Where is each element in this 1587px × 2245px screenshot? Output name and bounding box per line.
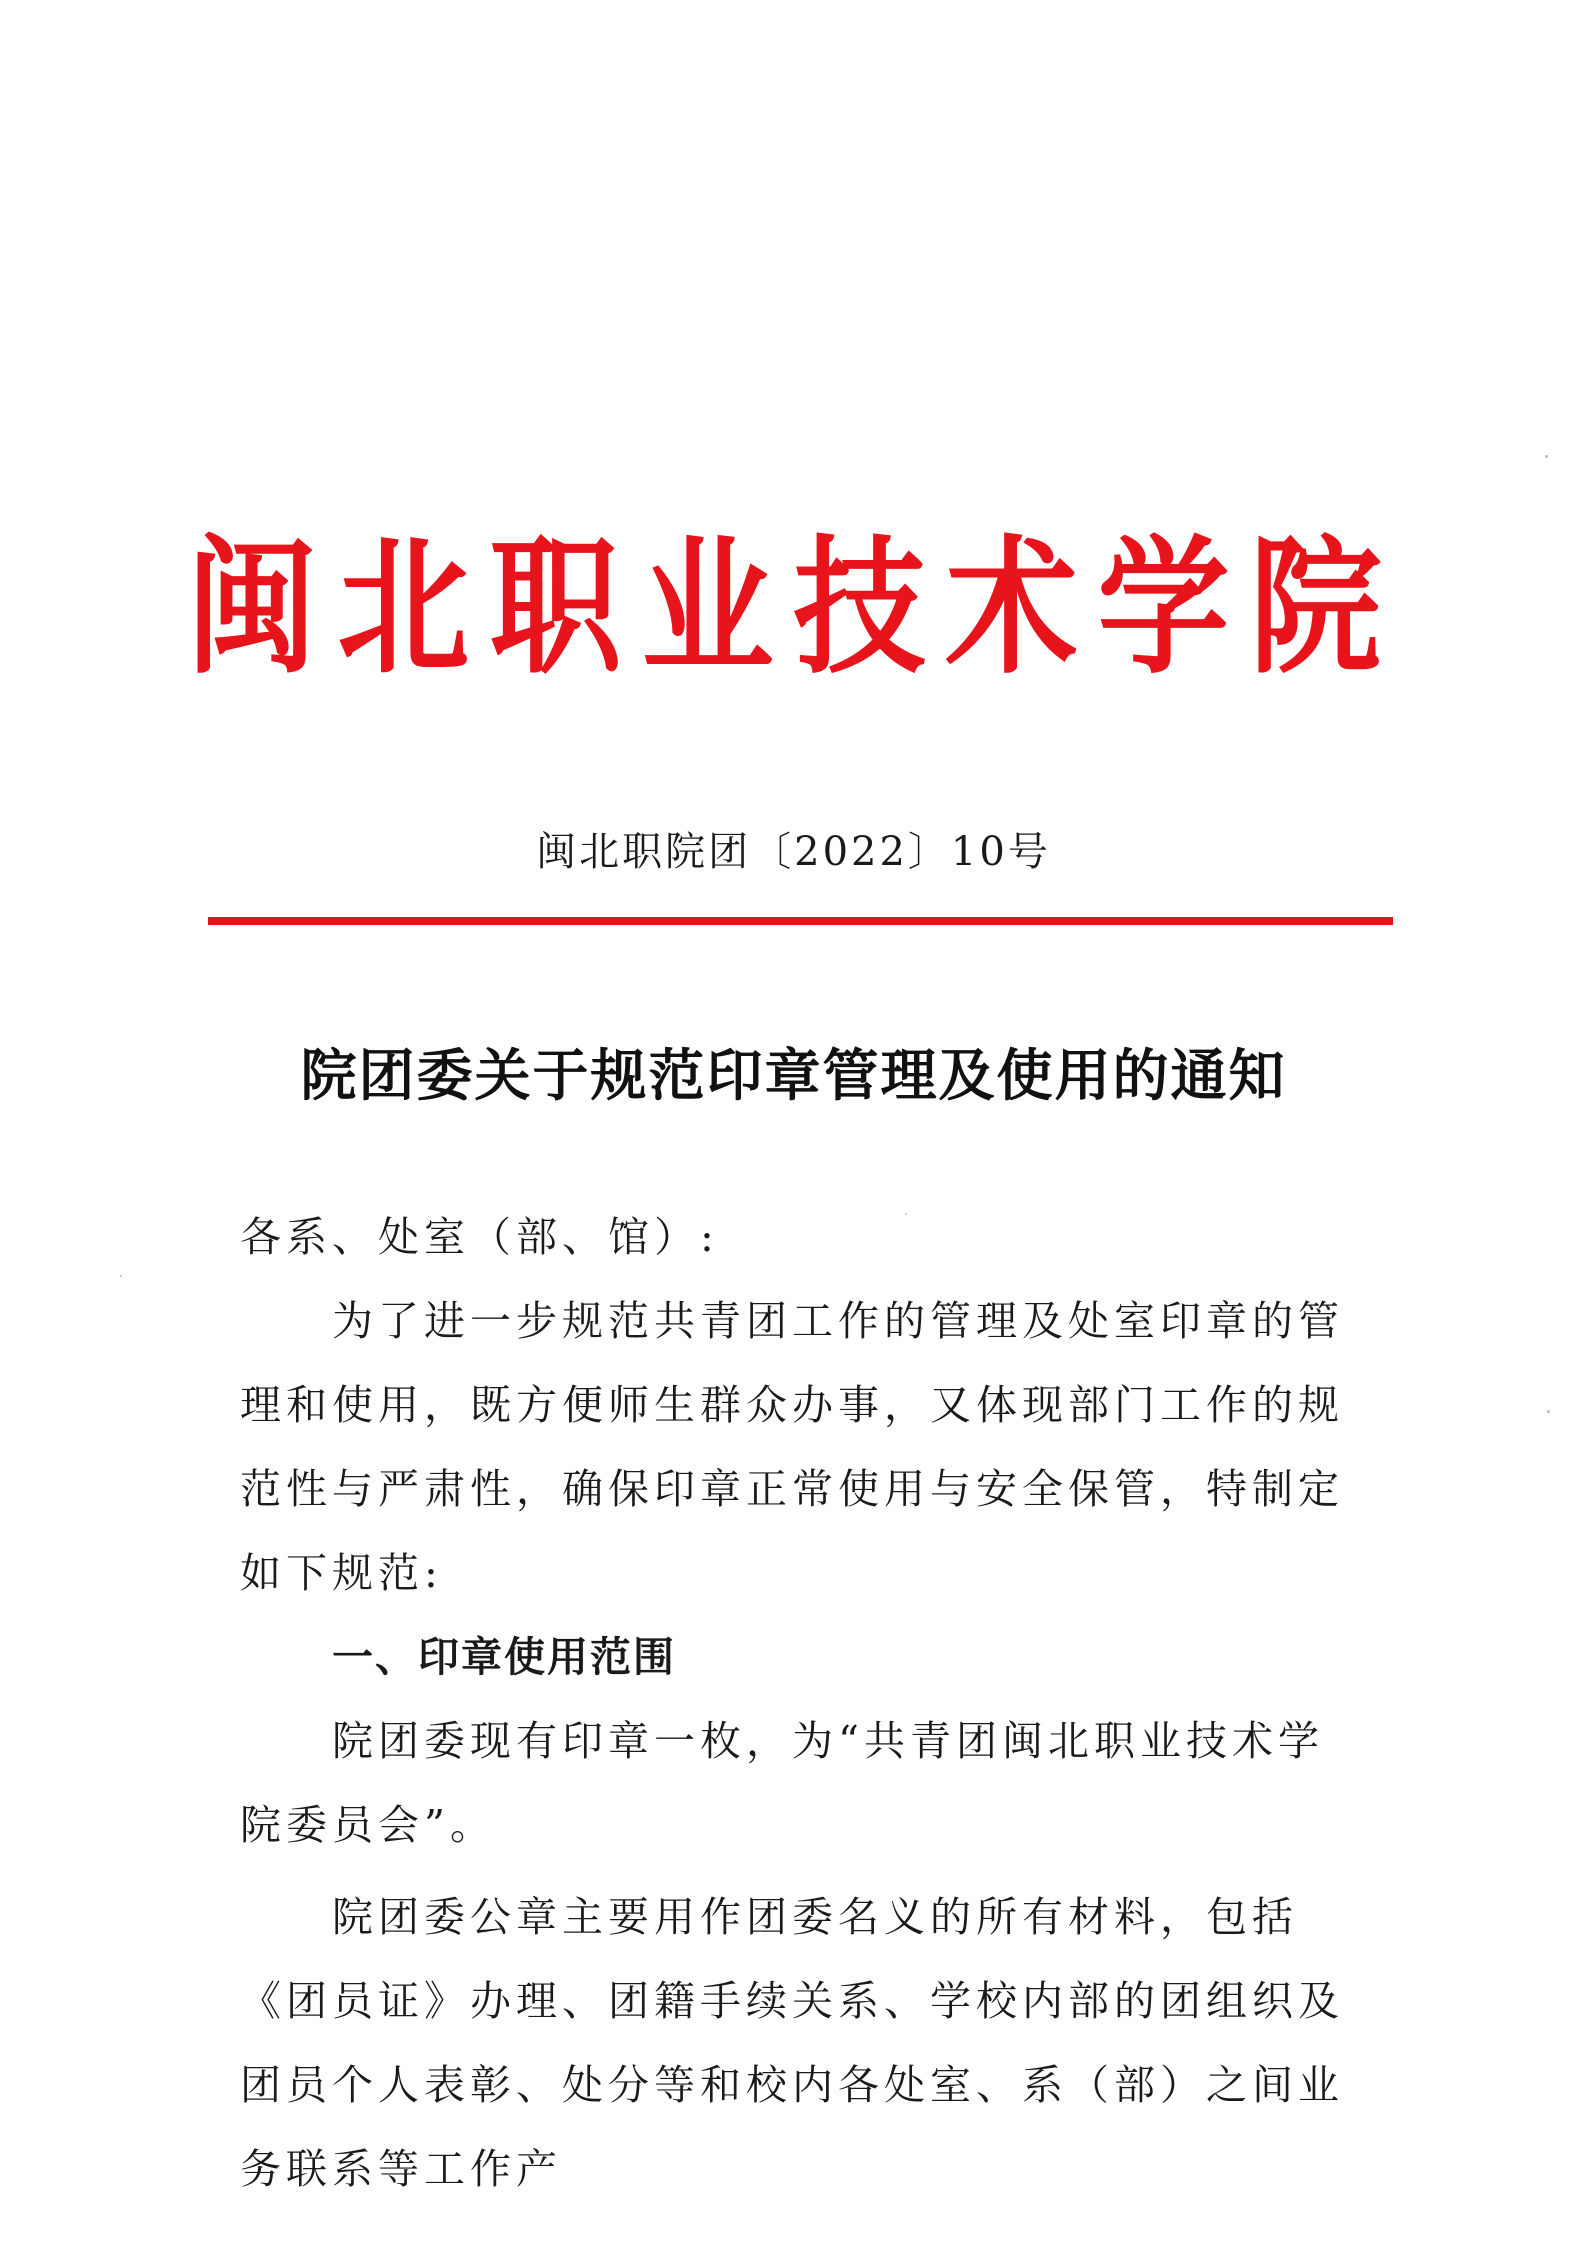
scan-speck: [905, 1213, 907, 1215]
scan-speck: [1547, 1410, 1550, 1413]
salutation: 各系、处室（部、馆）:: [240, 1213, 719, 1261]
document-number: 闽北职院团〔2022〕10号: [536, 829, 1051, 875]
section-heading: 一、印章使用范围: [332, 1633, 676, 1681]
scan-speck: [1545, 455, 1548, 458]
red-divider-line: [208, 917, 1393, 925]
organization-header: 闽北职业技术学院: [185, 522, 1402, 695]
document-title: 院团委关于规范印章管理及使用的通知: [300, 1043, 1287, 1109]
paragraph: 院团委公章主要用作团委名义的所有材料，包括《团员证》办理、团籍手续关系、学校内部的团组织及团员个人表彰、处分等和校内各处室、系（部）之间业务联系等工作产: [240, 1893, 1344, 2193]
document-body: [240, 1195, 1350, 2211]
scan-speck: [120, 1275, 122, 1277]
paragraph: 院团委现有印章一枚，为“共青团闽北职业技术学院委员会”。: [240, 1717, 1324, 1849]
intro-paragraph: 为了进一步规范共青团工作的管理及处室印章的管理和使用，既方便师生群众办事，又体现部门工作的规范性与严肃性，确保印章正常使用与安全保管，特制定如下规范:: [240, 1297, 1344, 1597]
